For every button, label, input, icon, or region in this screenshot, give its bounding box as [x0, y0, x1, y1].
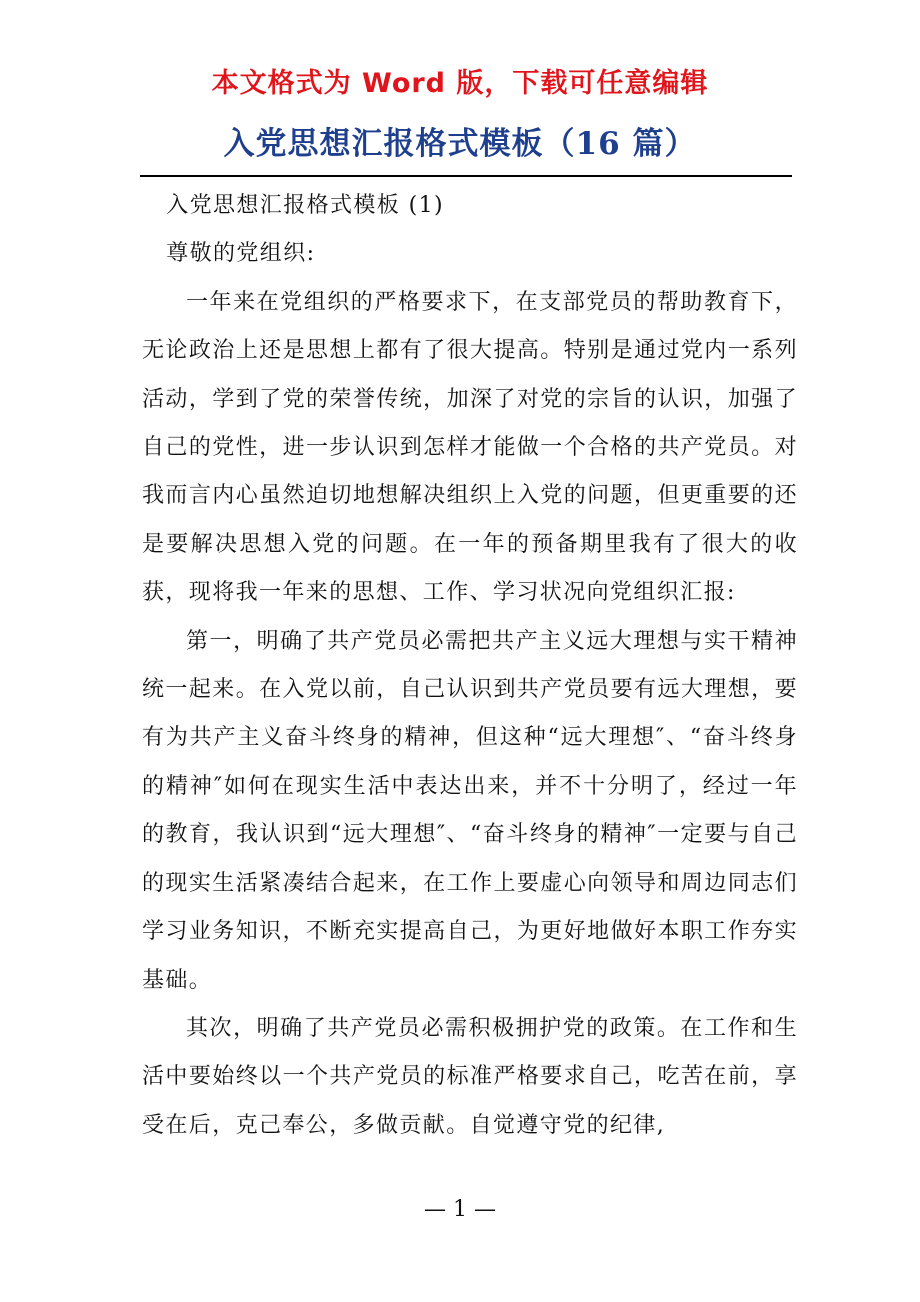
document-title: 入党思想汇报格式模板（16 篇） [223, 126, 697, 162]
body-paragraph-2: 第一，明确了共产党员必需把共产主义远大理想与实干精神统一起来。在入党以前，自己认识到共产党员要有远大理想，要有为共产主义奋斗终身的精神，但这种“远大理想″、“奋斗终身的精神″如何在现实生活中表达出来，并不十分明了，经过一年的教育，我认识到“远大理想″、“奋斗终身的精神″一定要与自己的现实生活紧凑结合起来，在工作上要虚心向领导和周边同志们学习业务知识，不断充实提高自己，为更好地做好本职工作夯实基础。 [142, 628, 798, 993]
title-divider [140, 175, 792, 177]
body-paragraph-1: 一年来在党组织的严格要求下，在支部党员的帮助教育下，无论政治上还是思想上都有了很大提高。特别是通过党内一系列活动，学到了党的荣誉传统，加深了对党的宗旨的认识，加强了自己的党性，进一步认识到怎样才能做一个合格的共产党员。对我而言内心虽然迫切地想解决组织上入党的问题，但更重要的还是要解决思想入党的问题。在一年的预备期里我有了很大的收获，现将我一年来的思想、工作、学习状况向党组织汇报: [142, 289, 798, 606]
download-notice: 本文格式为 Word 版，下载可任意编辑 [211, 68, 709, 99]
section-subtitle: 入党思想汇报格式模板 (1) [166, 193, 444, 218]
document-body [142, 182, 798, 1150]
body-paragraph-3: 其次，明确了共产党员必需积极拥护党的政策。在工作和生活中要始终以一个共产党员的标准严格要求自己，吃苦在前，享受在后，克己奉公，多做贡献。自觉遵守党的纪律, [142, 1015, 798, 1138]
page-number: — 1 — [424, 1197, 496, 1222]
salutation: 尊敬的党组织: [166, 241, 316, 267]
